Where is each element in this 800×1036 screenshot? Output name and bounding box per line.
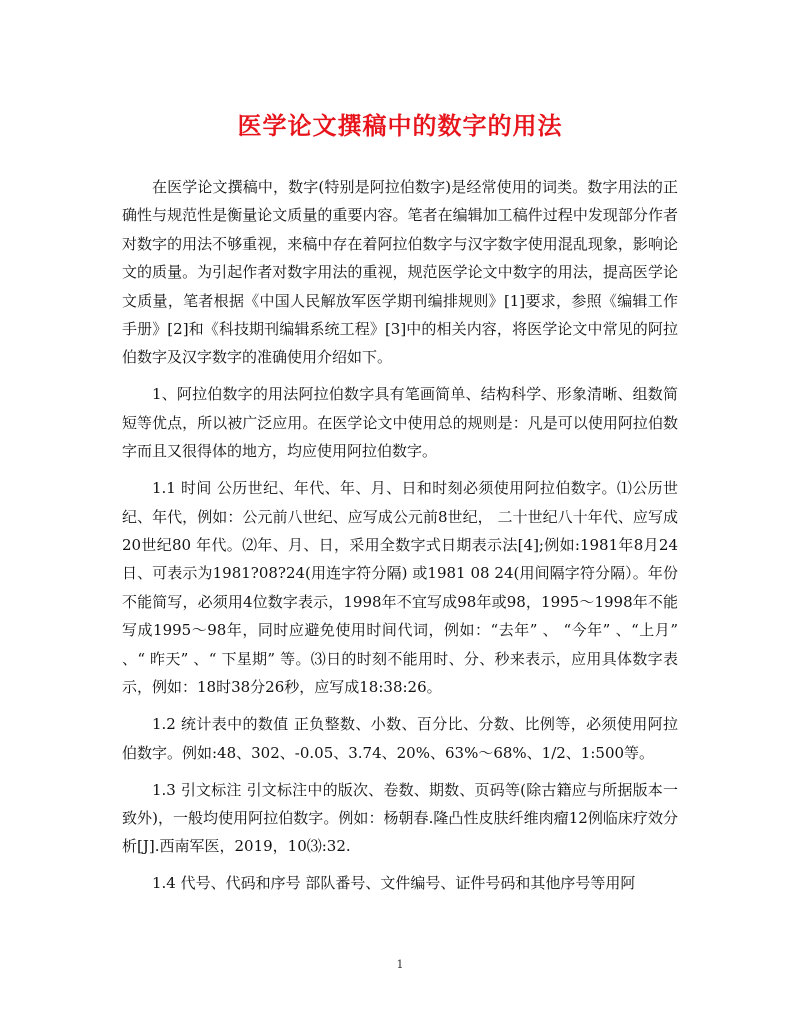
page-number: 1	[396, 958, 404, 971]
paragraph-section-1-2: 1.2 统计表中的数值 正负整数、小数、百分比、分数、比例等，必须使用阿拉伯数字。例如:48、302、-0.05、3.74、20%、63%～68%、1/2、1:500等。	[122, 715, 678, 762]
paragraph-section-1-1: 1.1 时间 公历世纪、年代、年、月、日和时刻必须使用阿拉伯数字。⑴公历世纪、年代，例如：公元前八世纪、应写成公元前8世纪， 二十世纪八十年代、应写成20世纪80 年代。⑵年、月、日，采用全数字式日期表示法[4];例如:1981年8月24日、可表示为1981?08?24(用连字符分隔) 或1981 08 24(用间隔字符分隔）。年份不能简写，必须用4位数字表示，1998年不宜写成98年或98，1995～1998年不能写成1995～98年，同时应避免使用时间代词，例如：“去年” 、 “今年” 、“上月” 、“ 昨天” 、“ 下星期” 等。⑶日的时刻不能用时、分、秒来表示，应用具体数字表示，例如：18时38分26秒，应写成18:38:26。	[122, 479, 678, 697]
paragraph-section-1-3: 1.3 引文标注 引文标注中的版次、卷数、期数、页码等(除古籍应与所据版本一致外)，一般均使用阿拉伯数字。例如：杨朝春.隆凸性皮肤纤维肉瘤12例临床疗效分析[J].西南军医，2019，10⑶:32.	[122, 780, 678, 856]
page-title: 医学论文撰稿中的数字的用法	[237, 111, 563, 140]
paragraph-section-1: 1、阿拉伯数字的用法阿拉伯数字具有笔画简单、结构科学、形象清晰、组数简短等优点，所以被广泛应用。在医学论文中使用总的规则是：凡是可以使用阿拉伯数字而且又很得体的地方，均应使用阿拉伯数字。	[122, 385, 678, 461]
paragraph-intro: 在医学论文撰稿中，数字(特别是阿拉伯数字)是经常使用的词类。数字用法的正确性与规范性是衡量论文质量的重要内容。笔者在编辑加工稿件过程中发现部分作者对数字的用法不够重视，来稿中存在着阿拉伯数字与汉字数字使用混乱现象，影响论文的质量。为引起作者对数字用法的重视，规范医学论文中数字的用法，提高医学论文质量，笔者根据《中国人民解放军医学期刊编排规则》[1]要求，参照《编辑工作手册》[2]和《科技期刊编辑系统工程》[3]中的相关内容，将医学论文中常见的阿拉伯数字及汉字数字的准确使用介绍如下。	[122, 178, 678, 367]
article-body	[122, 173, 678, 906]
paragraph-section-1-4: 1.4 代号、代码和序号 部队番号、文件编号、证件号码和其他序号等用阿	[152, 874, 636, 893]
